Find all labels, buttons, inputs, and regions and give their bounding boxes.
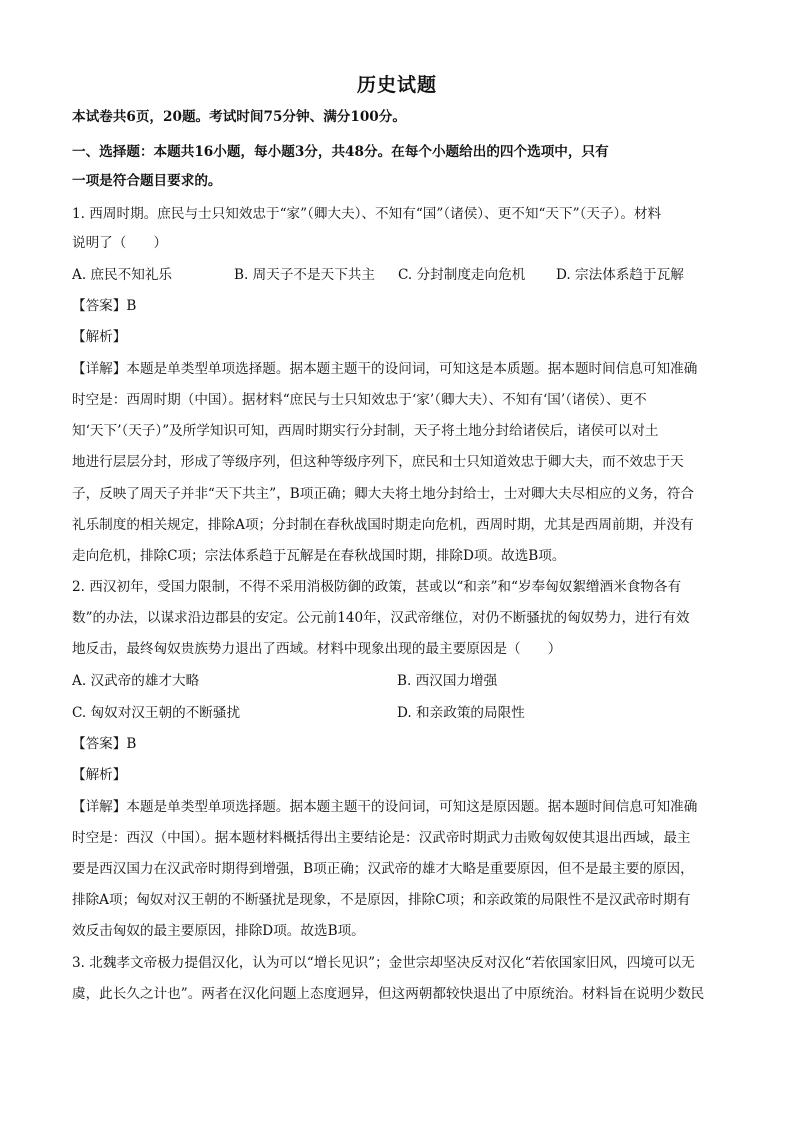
- q1-option-a: A. 庶民不知礼乐: [72, 267, 173, 283]
- q1-detail-line: 子，反映了周天子并非“天下共主”，B项正确；卿大夫将土地分封给士，士对卿大夫尽相应的义务，符合: [72, 486, 695, 502]
- q3-stem-line: 虞，此长久之计也”。两者在汉化问题上态度迥异，但这两朝都较快退出了中原统治。材料旨在说明少数民: [72, 986, 705, 1002]
- q1-option-d: D. 宗法体系趋于瓦解: [556, 267, 684, 283]
- q1-detail-line: 走向危机，排除C项；宗法体系趋于瓦解是在春秋战国时期，排除D项。故选B项。: [72, 548, 566, 564]
- q1-stem-line-2: 说明了（ ）: [72, 235, 168, 251]
- q2-detail-line: 要是西汉国力在汉武帝时期得到增强，B项正确；汉武帝的雄才大略是重要原因，但不是最主要的原因，: [72, 861, 694, 877]
- q2-option-d: D. 和亲政策的局限性: [397, 705, 525, 721]
- q1-option-b: B. 周天子不是天下共主: [234, 267, 375, 283]
- q1-analysis-label: 【解析】: [72, 329, 127, 345]
- section-heading-line-2: 一项是符合题目要求的。: [72, 173, 222, 189]
- q2-detail-line: 效反击匈奴的最主要原因，排除D项。故选B项。: [72, 923, 365, 939]
- q1-answer: 【答案】B: [72, 298, 137, 314]
- q1-detail-line: 礼乐制度的相关规定，排除A项；分封制在春秋战国时期走向危机，西周时期，尤其是西周前期，并没有: [72, 517, 694, 533]
- page-title: 历史试题: [356, 74, 437, 96]
- q1-detail-line: 【详解】本题是单类型单项选择题。据本题主题干的设问词，可知这是本质题。据本题时间信息可知准确: [72, 361, 698, 377]
- q2-option-b: B. 西汉国力增强: [397, 673, 498, 689]
- q1-detail-line: 地进行层层分封，形成了等级序列，但这种等级序列下，庶民和士只知道效忠于卿大夫，而不效忠于天: [72, 454, 684, 470]
- q2-detail-line: 时空是：西汉（中国）。据本题材料概括得出主要结论是：汉武帝时期武力击败匈奴使其退出西域，最主: [72, 830, 691, 846]
- q2-answer: 【答案】B: [72, 736, 137, 752]
- q2-stem-line: 数”的办法，以谋求沿边郡县的安定。公元前140年，汉武帝继位，对仍不断骚扰的匈奴势力，进行有效: [72, 610, 690, 626]
- q1-stem-line-1: 1. 西周时期。庶民与士只知效忠于“家”（卿大夫）、不知有“国”（诸侯）、更不知“天下”（天子）。材料: [72, 206, 662, 222]
- q3-stem-line: 3. 北魏孝文帝极力提倡汉化，认为可以“增长见识”；金世宗却坚决反对汉化“若依国家旧风，四境可以无: [72, 955, 695, 971]
- q2-detail-line: 【详解】本题是单类型单项选择题。据本题主题干的设问词，可知这是原因题。据本题时间信息可知准确: [72, 799, 698, 815]
- q2-option-c: C. 匈奴对汉王朝的不断骚扰: [72, 705, 241, 721]
- section-heading-line-1: 一、选择题：本题共16小题，每小题3分，共48分。在每个小题给出的四个选项中，只有: [72, 144, 609, 160]
- q2-option-a: A. 汉武帝的雄才大略: [72, 673, 200, 689]
- q2-stem-line: 2. 西汉初年，受国力限制，不得不采用消极防御的政策，甚或以“和亲”和“岁奉匈奴絮缯酒米食物各有: [72, 579, 682, 595]
- q2-stem-line: 地反击，最终匈奴贵族势力退出了西域。材料中现象出现的最主要原因是（ ）: [72, 641, 562, 657]
- q2-analysis-label: 【解析】: [72, 767, 127, 783]
- q1-detail-line: 知‘天下’（天子）”及所学知识可知，西周时期实行分封制，天子将土地分封给诸侯后，诸侯可以对土: [72, 423, 659, 439]
- exam-intro: 本试卷共6页，20题。考试时间75分钟、满分100分。: [72, 109, 406, 125]
- q1-detail-line: 时空是：西周时期（中国）。据材料“庶民与士只知效忠于‘家’（卿大夫）、不知有‘国’（诸侯）、更不: [72, 392, 647, 408]
- q2-detail-line: 排除A项；匈奴对汉王朝的不断骚扰是现象，不是原因，排除C项；和亲政策的局限性不是汉武帝时期有: [72, 892, 691, 908]
- q1-option-c: C. 分封制度走向危机: [398, 267, 526, 283]
